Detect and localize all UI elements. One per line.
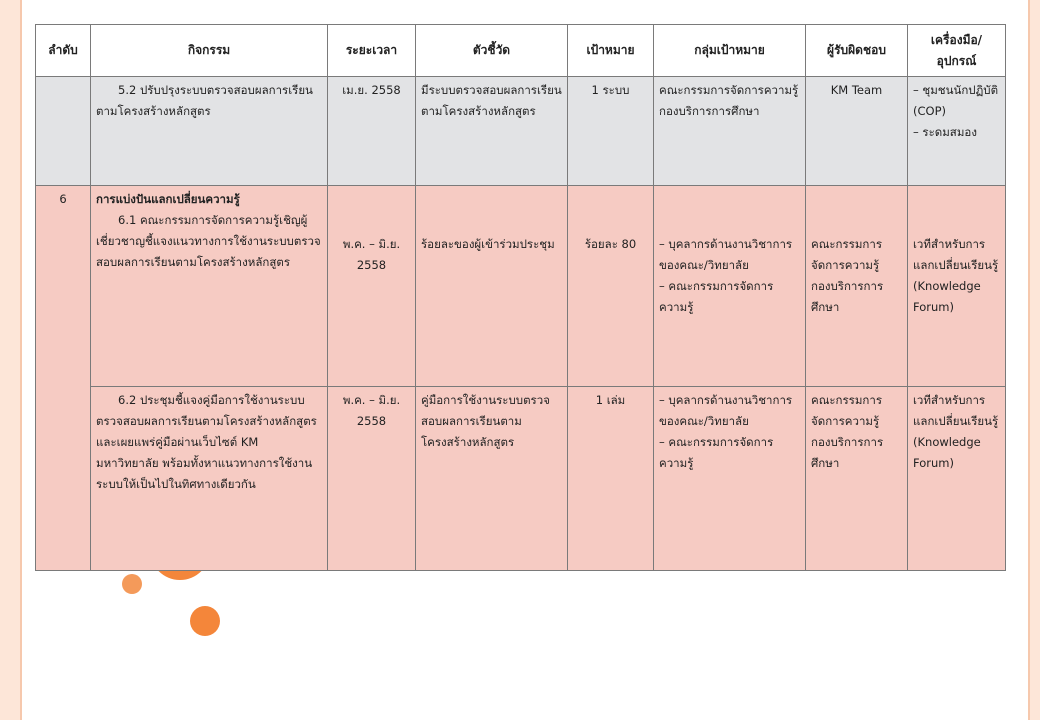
tools-cell: เวทีสำหรับการแลกเปลี่ยนเรียนรู้ (Knowledge Forum) bbox=[908, 186, 1006, 387]
header-responsible: ผู้รับผิดชอบ bbox=[806, 25, 908, 77]
header-target-group: กลุ่มเป้าหมาย bbox=[654, 25, 806, 77]
tools-item: – ระดมสมอง bbox=[913, 125, 977, 139]
tools-cell bbox=[908, 77, 1006, 186]
target-cell: 1 เล่ม bbox=[568, 387, 654, 571]
table-row bbox=[36, 77, 1006, 186]
activity-text: 6.1 คณะกรรมการจัดการความรู้เชิญผู้เชี่ยวชาญชี้แจงแนวทางการใช้งานระบบตรวจสอบผลการเรียนตามโครงสร้างหลักสูตร bbox=[96, 213, 321, 269]
header-indicator: ตัวชี้วัด bbox=[416, 25, 568, 77]
right-decor-stripe bbox=[1030, 0, 1040, 720]
decor-circle-medium bbox=[190, 606, 220, 636]
responsible-cell: คณะกรรมการจัดการความรู้ กองบริการการศึกษา bbox=[806, 387, 908, 571]
seq-cell: 6 bbox=[36, 186, 91, 571]
header-seq: ลำดับ bbox=[36, 25, 91, 77]
responsible-cell: KM Team bbox=[806, 77, 908, 186]
header-tools: เครื่องมือ/อุปกรณ์ bbox=[908, 25, 1006, 77]
left-decor-stripe bbox=[0, 0, 20, 720]
target-group-cell bbox=[654, 387, 806, 571]
indicator-cell: ร้อยละของผู้เข้าร่วมประชุม bbox=[416, 186, 568, 387]
indicator-cell: คู่มือการใช้งานระบบตรวจสอบผลการเรียนตามโครงสร้างหลักสูตร bbox=[416, 387, 568, 571]
right-decor-line bbox=[1028, 0, 1030, 720]
decor-circle-small bbox=[122, 574, 142, 594]
activity-cell bbox=[91, 387, 328, 571]
duration-cell: เม.ย. 2558 bbox=[328, 77, 416, 186]
target-group-cell bbox=[654, 186, 806, 387]
target-group-item: – บุคลากรด้านงานวิชาการของคณะ/วิทยาลัย bbox=[659, 393, 793, 428]
target-group-item: – บุคลากรด้านงานวิชาการของคณะ/วิทยาลัย bbox=[659, 237, 793, 272]
tools-item: – ชุมชนนักปฏิบัติ (COP) bbox=[913, 83, 999, 118]
km-plan-table bbox=[35, 24, 1006, 571]
duration-cell: พ.ค. – มิ.ย. 2558 bbox=[328, 387, 416, 571]
activity-text: 6.2 ประชุมชี้แจงคู่มือการใช้งานระบบตรวจสอบผลการเรียนตามโครงสร้างหลักสูตรและเผยแพร่คู่มือผ่านเว็บไซต์ KM มหาวิทยาลัย พร้อมทั้งหาแนวทางการใช้งานระบบให้เป็นไปในทิศทางเดียวกัน bbox=[96, 393, 317, 491]
table-row bbox=[36, 186, 1006, 387]
target-group-item: – คณะกรรมการจัดการความรู้ bbox=[659, 435, 774, 470]
header-duration: ระยะเวลา bbox=[328, 25, 416, 77]
seq-cell-empty bbox=[36, 77, 91, 186]
target-cell: 1 ระบบ bbox=[568, 77, 654, 186]
activity-cell bbox=[91, 77, 328, 186]
tools-cell: เวทีสำหรับการแลกเปลี่ยนเรียนรู้ (Knowledge Forum) bbox=[908, 387, 1006, 571]
activity-text: 5.2 ปรับปรุงระบบตรวจสอบผลการเรียนตามโครงสร้างหลักสูตร bbox=[96, 83, 313, 118]
header-activity: กิจกรรม bbox=[91, 25, 328, 77]
table-row bbox=[36, 387, 1006, 571]
left-decor-line bbox=[20, 0, 22, 720]
indicator-cell: มีระบบตรวจสอบผลการเรียนตามโครงสร้างหลักสูตร bbox=[416, 77, 568, 186]
duration-cell: พ.ค. – มิ.ย. 2558 bbox=[328, 186, 416, 387]
activity-cell bbox=[91, 186, 328, 387]
table-header-row bbox=[36, 25, 1006, 77]
header-target: เป้าหมาย bbox=[568, 25, 654, 77]
target-group-cell: คณะกรรมการจัดการความรู้ กองบริการการศึกษา bbox=[654, 77, 806, 186]
section-title: การแบ่งปันแลกเปลี่ยนความรู้ bbox=[96, 192, 240, 206]
responsible-cell: คณะกรรมการจัดการความรู้ กองบริการการศึกษา bbox=[806, 186, 908, 387]
target-cell: ร้อยละ 80 bbox=[568, 186, 654, 387]
target-group-item: – คณะกรรมการจัดการความรู้ bbox=[659, 279, 774, 314]
